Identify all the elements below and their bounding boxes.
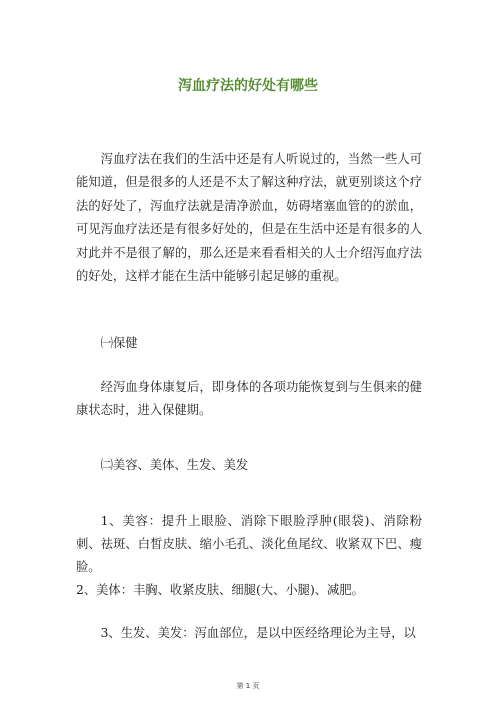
section-heading-beauty: ㈡美容、美体、生发、美发 (100, 458, 249, 472)
beauty-list (76, 510, 422, 602)
section-heading-health-care: ㈠保健 (100, 336, 138, 350)
health-care-paragraph: 经泻血身体康复后，即身体的各项功能恢复到与生俱来的健康状态时，进入保健期。 (76, 380, 422, 418)
document-title: 泻血疗法的好处有哪些 (178, 78, 318, 94)
page-number: 第 1 页 (236, 682, 260, 690)
beauty-item-face: 1、美容：提升上眼脸、消除下眼脸浮肿(眼袋)、消除粉刺、祛斑、白皙皮肤、缩小毛孔、淡化鱼尾纹、收紧双下巴、瘦脸。 (76, 514, 422, 574)
beauty-item-body: 2、美体：丰胸、收紧皮肤、细腿(大、小腿)、减肥。 (76, 583, 364, 597)
intro-paragraph: 泻血疗法在我们的生活中还是有人听说过的，当然一些人可能知道，但是很多的人还是不太了解这种疗法，就更别谈这个疗法的好处了，泻血疗法就是清净淤血，妨碍堵塞血管的的淤血，可见泻血疗法还是有很多好处的，但是在生活中还是有很多的人对此并不是很了解的，那么还是来看看相关的人士介绍泻血疗法的好处，这样才能在生活中能够引起足够的重视。 (76, 152, 422, 284)
hair-paragraph: 3、生发、美发：泻血部位，是以中医经络理论为主导，以 (100, 626, 416, 640)
